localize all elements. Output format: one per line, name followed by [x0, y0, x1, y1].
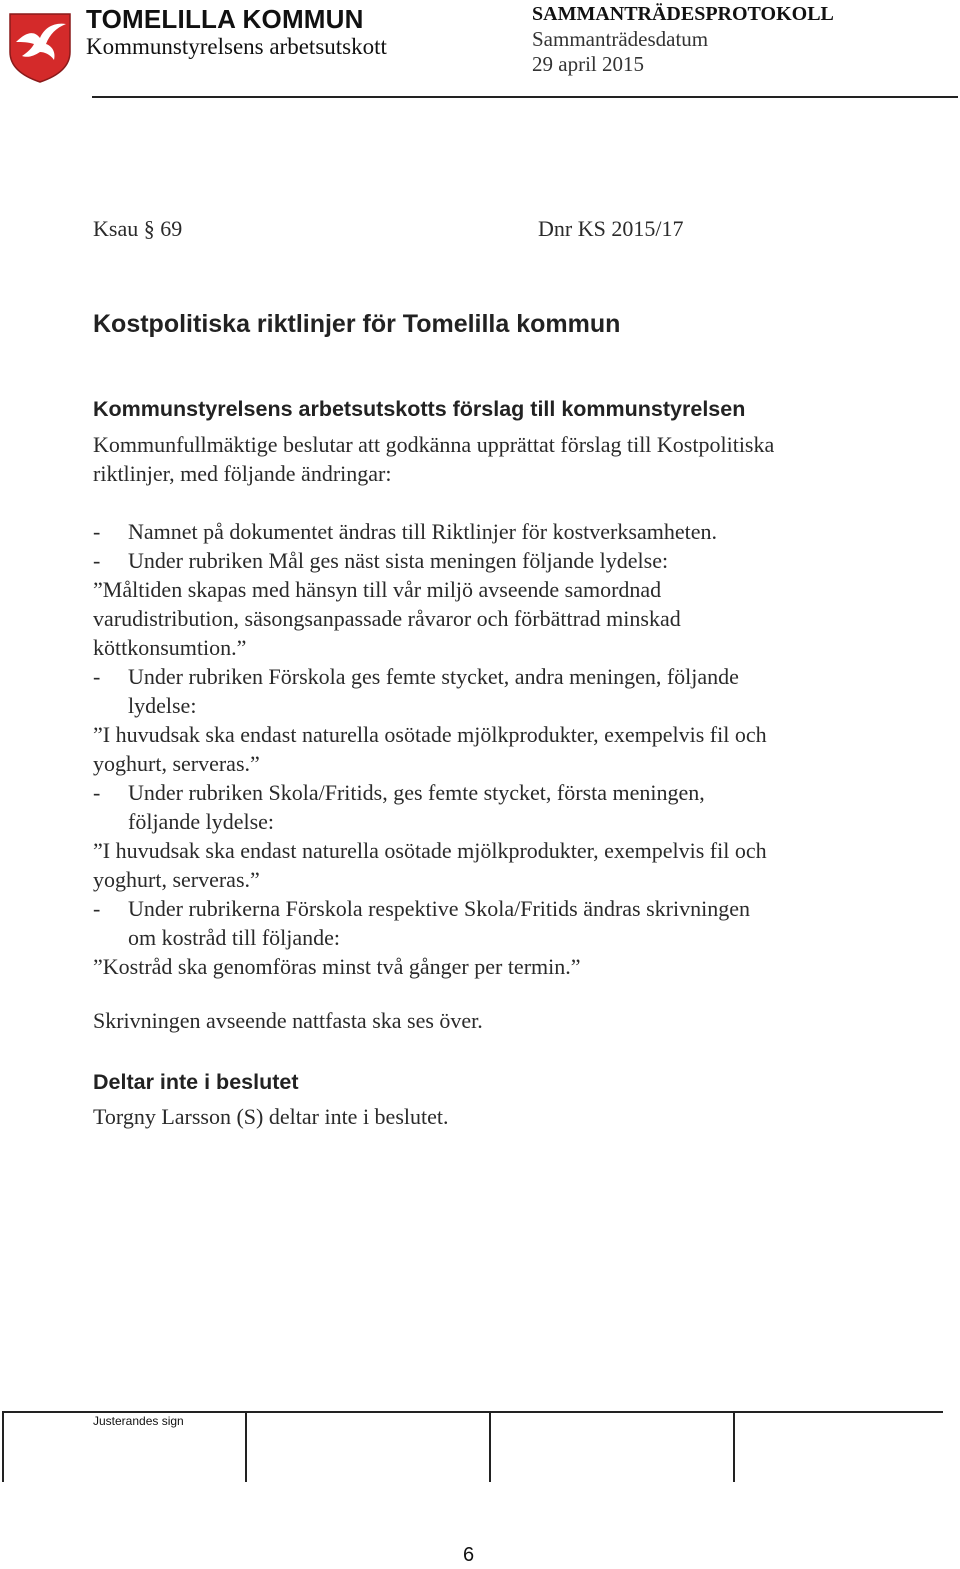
proposal-heading: Kommunstyrelsens arbetsutskotts förslag till kommunstyrelsen	[93, 397, 746, 421]
intro-line: riktlinjer, med följande ändringar:	[93, 461, 392, 486]
amendment-text: Under rubrikerna Förskola respektive Skola/Fritids ändras skrivningen	[128, 896, 750, 921]
intro-line: Kommunfullmäktige beslutar att godkänna upprättat förslag till Kostpolitiska	[93, 432, 775, 457]
amendment-text: Under rubriken Förskola ges femte stycket, andra meningen, följande	[128, 664, 739, 689]
amendment-text: lydelse:	[128, 693, 197, 718]
abstain-text: Torgny Larsson (S) deltar inte i beslutet.	[93, 1104, 449, 1129]
list-dash: -	[93, 780, 101, 805]
amendment-text: Under rubriken Skola/Fritids, ges femte stycket, första meningen,	[128, 780, 705, 805]
paragraph-reference: Ksau § 69	[93, 216, 183, 241]
amendment-text: Under rubriken Mål ges näst sista meningen följande lydelse:	[128, 548, 669, 573]
signature-cell-divider	[733, 1412, 735, 1482]
meeting-date-value: 29 april 2015	[532, 52, 644, 76]
committee-name: Kommunstyrelsens arbetsutskott	[86, 34, 387, 59]
page-number: 6	[463, 1544, 475, 1566]
amendment-quote: yoghurt, serveras.”	[93, 867, 260, 892]
list-dash: -	[93, 664, 101, 689]
closing-remark: Skrivningen avseende nattfasta ska ses över.	[93, 1008, 483, 1033]
amendment-quote: yoghurt, serveras.”	[93, 751, 260, 776]
signature-cell-divider	[2, 1412, 4, 1482]
amendment-item	[93, 662, 767, 720]
list-dash: -	[93, 548, 101, 573]
amendment-quote: köttkonsumtion.”	[93, 635, 247, 660]
amendment-list	[93, 517, 767, 981]
header-divider	[92, 96, 958, 98]
case-number: Dnr KS 2015/17	[538, 216, 684, 241]
organization-name: TOMELILLA KOMMUN	[86, 4, 364, 34]
coat-of-arms-seagull-icon	[8, 12, 72, 84]
amendment-text: Namnet på dokumentet ändras till Riktlinjer för kostverksamheten.	[128, 519, 717, 544]
list-dash: -	[93, 519, 101, 544]
abstain-heading: Deltar inte i beslutet	[93, 1070, 299, 1094]
amendment-quote: ”Kostråd ska genomföras minst två gånger per termin.”	[93, 954, 581, 979]
list-dash: -	[93, 896, 101, 921]
amendment-item	[93, 517, 767, 546]
amendment-text: om kostråd till följande:	[128, 925, 341, 950]
amendment-item	[93, 546, 767, 575]
amendment-quote: ”I huvudsak ska endast naturella osötade mjölkprodukter, exempelvis fil och	[93, 722, 767, 747]
amendment-quote: ”I huvudsak ska endast naturella osötade mjölkprodukter, exempelvis fil och	[93, 838, 767, 863]
document-type: SAMMANTRÄDESPROTOKOLL	[532, 3, 834, 25]
amendment-quote: varudistribution, säsongsanpassade råvaror och förbättrad minskad	[93, 606, 681, 631]
amendment-text: följande lydelse:	[128, 809, 275, 834]
amendment-item	[93, 778, 767, 836]
signature-table-border	[2, 1411, 943, 1413]
signature-label: Justerandes sign	[93, 1414, 184, 1428]
case-title: Kostpolitiska riktlinjer för Tomelilla kommun	[93, 310, 621, 338]
signature-cell-divider	[489, 1412, 491, 1482]
signature-cell-divider	[245, 1412, 247, 1482]
amendment-item	[93, 894, 767, 952]
proposal-intro	[93, 430, 774, 488]
meeting-date-label: Sammanträdesdatum	[532, 27, 709, 51]
amendment-quote: ”Måltiden skapas med hänsyn till vår miljö avseende samordnad	[93, 577, 662, 602]
